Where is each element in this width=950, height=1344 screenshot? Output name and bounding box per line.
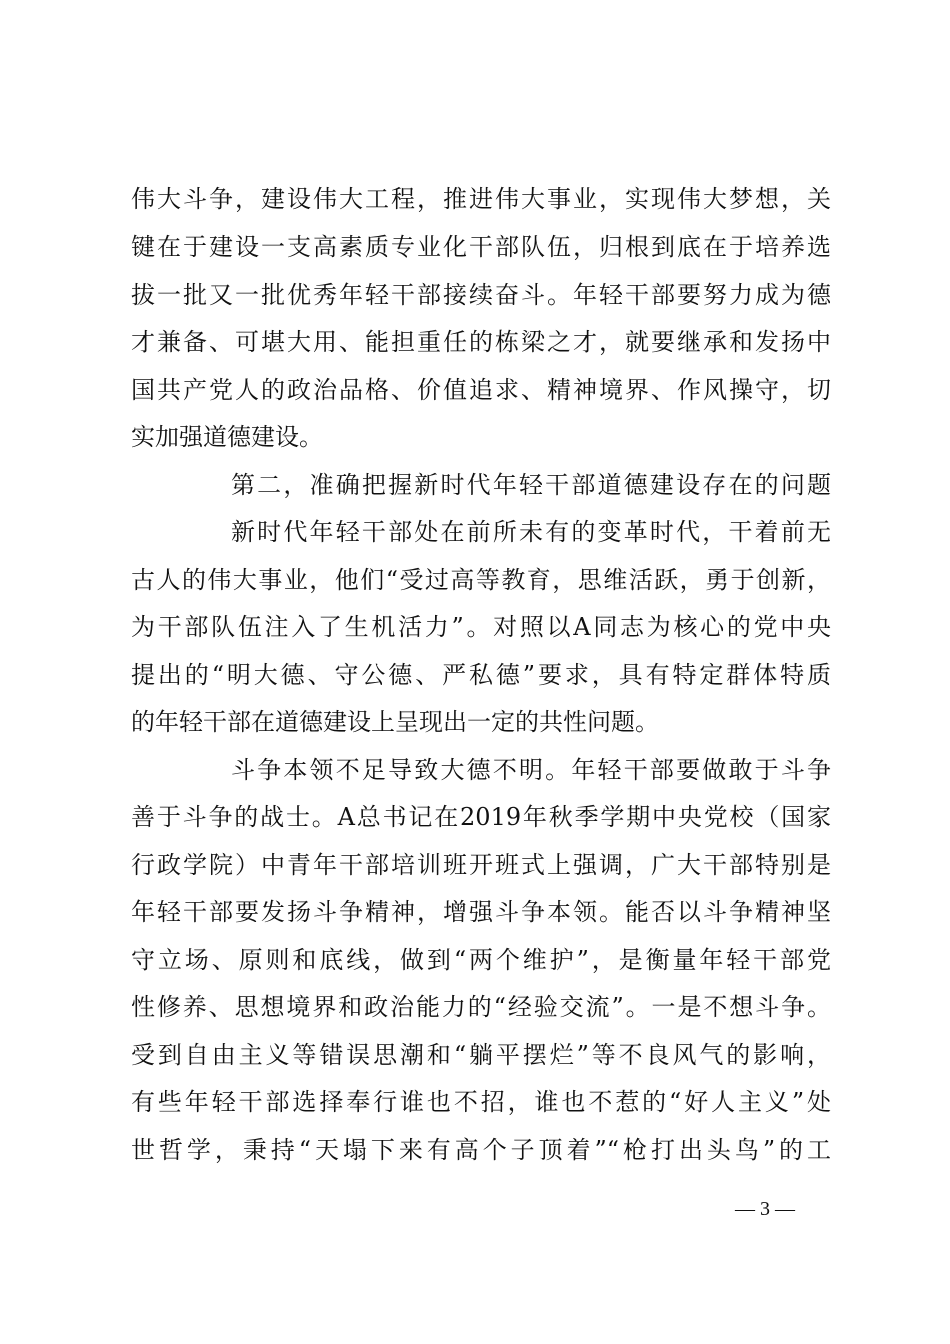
body-line-3: 拔一批又一批优秀年轻干部接续奋斗。年轻干部要努力成为德 (131, 281, 831, 309)
body-line-18: 性修养、思想境界和政治能力的“经验交流”。一是不想斗争。 (131, 993, 831, 1021)
body-line-1: 伟大斗争，建设伟大工程，推进伟大事业，实现伟大梦想，关 (131, 185, 831, 213)
body-line-11: 提出的“明大德、守公德、严私德”要求，具有特定群体特质 (131, 661, 831, 689)
body-line-17: 守立场、原则和底线，做到“两个维护”，是衡量年轻干部党 (131, 946, 831, 974)
body-line-4: 才兼备、可堪大用、能担重任的栋梁之才，就要继承和发扬中 (131, 328, 831, 356)
body-line-15: 行政学院）中青年干部培训班开班式上强调，广大干部特别是 (131, 851, 831, 879)
body-line-6: 实加强道德建设。 (131, 423, 323, 451)
body-line-8: 新时代年轻干部处在前所未有的变革时代，干着前无 (231, 518, 831, 546)
body-line-20: 有些年轻干部选择奉行谁也不招，谁也不惹的“好人主义”处 (131, 1088, 831, 1116)
body-line-10: 为干部队伍注入了生机活力”。对照以A同志为核心的党中央 (131, 613, 831, 641)
body-line-19: 受到自由主义等错误思潮和“躺平摆烂”等不良风气的影响， (131, 1041, 831, 1069)
body-line-9: 古人的伟大事业，他们“受过高等教育，思维活跃，勇于创新， (131, 566, 831, 594)
body-line-16: 年轻干部要发扬斗争精神，增强斗争本领。能否以斗争精神坚 (131, 898, 831, 926)
page-number: — 3 — (735, 1198, 795, 1220)
section-heading: 第二，准确把握新时代年轻干部道德建设存在的问题 (231, 471, 831, 499)
body-line-5: 国共产党人的政治品格、价值追求、精神境界、作风操守，切 (131, 376, 831, 404)
body-line-13: 斗争本领不足导致大德不明。年轻干部要做敢于斗争 (231, 756, 831, 784)
body-line-2: 键在于建设一支高素质专业化干部队伍，归根到底在于培养选 (131, 233, 831, 261)
body-line-21: 世哲学，秉持“天塌下来有高个子顶着”“枪打出头鸟”的工 (131, 1136, 831, 1164)
body-line-12: 的年轻干部在道德建设上呈现出一定的共性问题。 (131, 708, 659, 736)
body-line-14: 善于斗争的战士。A总书记在2019年秋季学期中央党校（国家 (131, 803, 831, 831)
